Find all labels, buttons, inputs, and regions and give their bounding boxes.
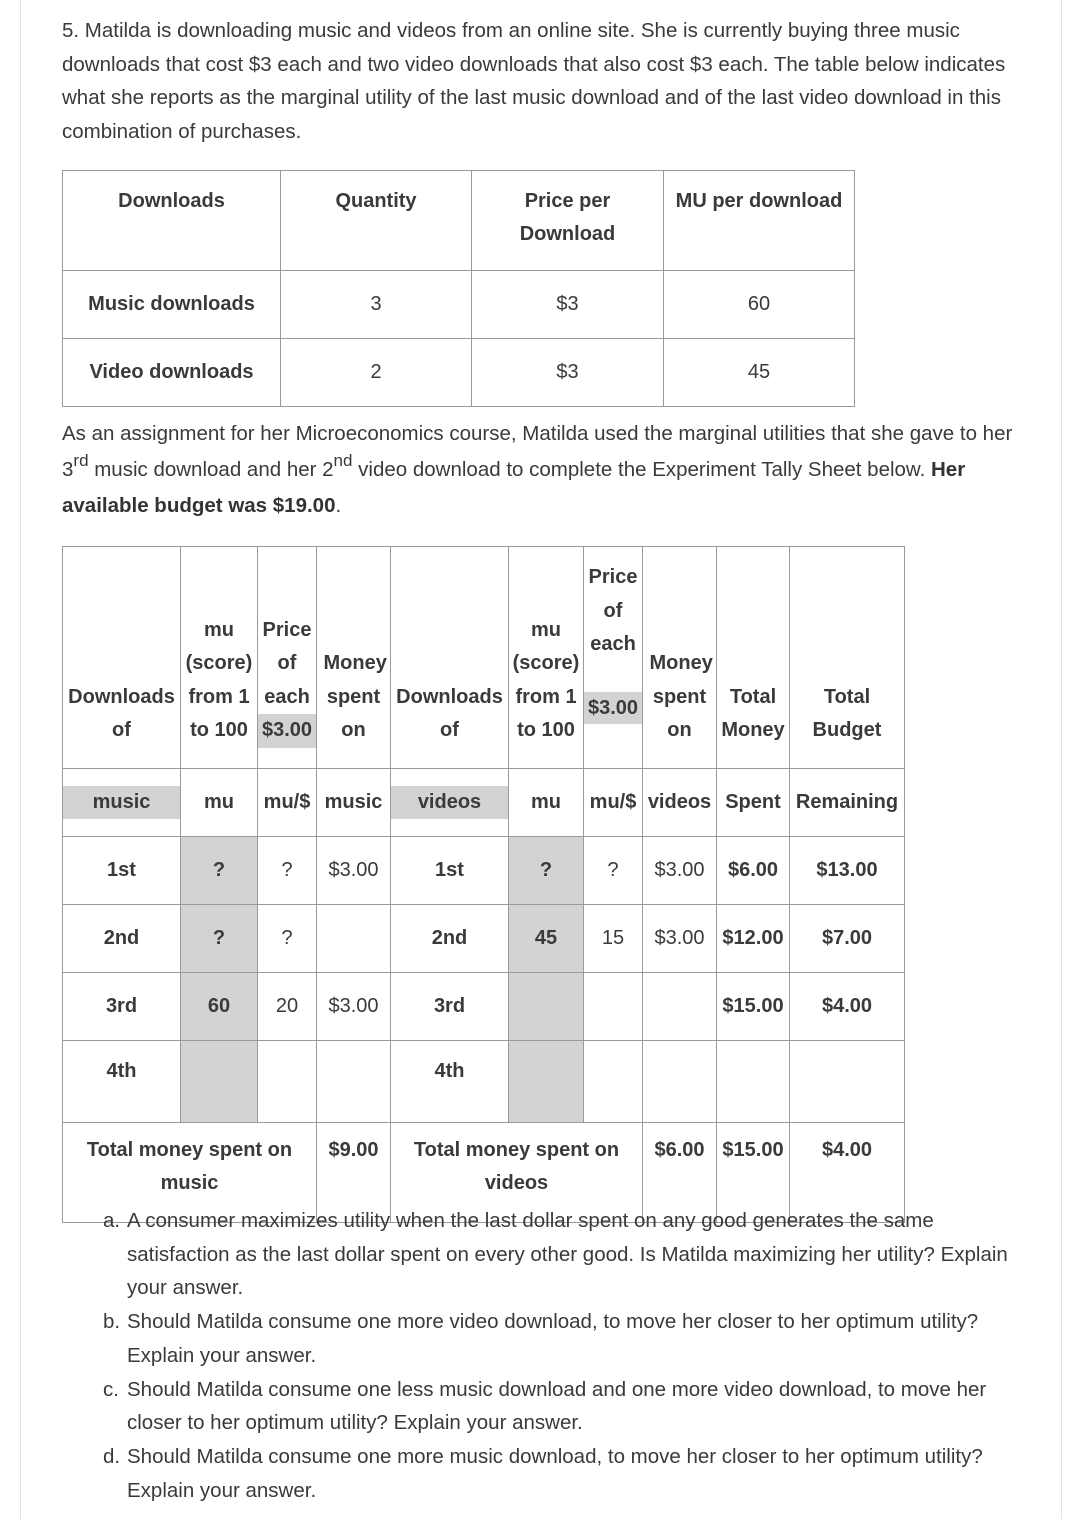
sub-spent: Spent — [717, 769, 790, 837]
question-text: A consumer maximizes utility when the last dollar spent on any good generates the same satisfaction as the last dollar spent on every other good. Is Matilda maximizing her utility? Explain your answer. — [127, 1209, 1008, 1300]
video-spent: $3.00 — [643, 905, 717, 973]
hdr-text: Money spent on — [323, 652, 387, 742]
total-spent: $6.00 — [717, 837, 790, 905]
mu-cell: 45 — [664, 339, 855, 407]
budget-remaining: $7.00 — [790, 905, 905, 973]
table-row — [63, 973, 905, 1041]
hdr-downloads-of-videos — [391, 547, 509, 769]
quantity-cell: 3 — [281, 271, 472, 339]
video-spent — [643, 973, 717, 1041]
question-text: Should Matilda consume one more music download, to move her closer to her optimum utility? Explain your answer. — [127, 1444, 983, 1502]
hdr-text: Price of each — [588, 566, 638, 656]
video-mu — [509, 973, 584, 1041]
sub-text: music — [62, 786, 181, 819]
mu-summary-table — [62, 170, 855, 407]
hdr-money-music — [317, 547, 391, 769]
total-music-value: $9.00 — [317, 1123, 391, 1223]
video-spent — [643, 1041, 717, 1123]
budget-remaining: $13.00 — [790, 837, 905, 905]
total-spent: $15.00 — [717, 973, 790, 1041]
hdr-text: Downloads of — [68, 685, 175, 742]
question-text: Should Matilda consume one more video download, to move her closer to her optimum utility? Explain your answer. — [127, 1310, 979, 1367]
music-spent: $3.00 — [317, 837, 391, 905]
video-mu-per-dollar: ? — [584, 837, 643, 905]
header-downloads: Downloads — [63, 171, 281, 271]
video-ordinal: 2nd — [391, 905, 509, 973]
music-mu-per-dollar — [258, 1041, 317, 1123]
total-spent — [717, 1041, 790, 1123]
quantity-cell: 2 — [281, 339, 472, 407]
question-marker: b. — [103, 1310, 121, 1334]
table-row — [63, 905, 905, 973]
hdr-downloads-of-music — [63, 547, 181, 769]
sub-mu: mu — [509, 769, 584, 837]
music-mu — [181, 1041, 258, 1123]
superscript: rd — [73, 451, 89, 471]
music-spent — [317, 1041, 391, 1123]
header-price-text: Price per Download — [519, 190, 616, 245]
total-label-text: Total money spent on music — [86, 1139, 293, 1194]
hdr-total-money — [717, 547, 790, 769]
sub-music-spent: music — [317, 769, 391, 837]
hdr-text: Total Money — [721, 685, 785, 742]
problem-intro: 5. Matilda is downloading music and videos from an online site. She is currently buying three music downloads that cost $3 each and two video downloads that also cost $3 each. The table below indicates what she reports as the marginal utility of the last music download and of the last video download in this combination of purchases. — [62, 19, 1006, 144]
video-ordinal: 4th — [391, 1041, 509, 1123]
hdr-text: Total Budget — [812, 685, 882, 742]
video-mu: ? — [509, 837, 584, 905]
video-mu-per-dollar — [584, 973, 643, 1041]
question-text: Should Matilda consume one less music download and one more video download, to move her closer to her optimum utility? Explain your answer. — [127, 1377, 987, 1435]
hdr-mu-music — [181, 547, 258, 769]
para-text: As an assignment for her Microeconomics course, Matilda used the marginal utilities that she gave to her 3 — [62, 422, 1013, 481]
sub-mu-per-dollar: mu/$ — [258, 769, 317, 837]
price-cell: $3 — [472, 339, 664, 407]
total-remaining-value: $4.00 — [790, 1123, 905, 1223]
para-text: . — [335, 494, 342, 517]
budget-remaining: $4.00 — [790, 973, 905, 1041]
experiment-tally-sheet — [62, 546, 905, 1223]
table-row — [63, 837, 905, 905]
music-mu-per-dollar: 20 — [258, 973, 317, 1041]
list-item — [103, 1373, 1033, 1440]
sub-text: videos — [390, 786, 509, 819]
table-row — [63, 1041, 905, 1123]
sub-music — [63, 769, 181, 837]
music-ordinal: 2nd — [63, 905, 181, 973]
subheader-row — [63, 769, 905, 837]
question-marker: c. — [103, 1377, 119, 1401]
list-item — [103, 1305, 1033, 1372]
total-money-value: $15.00 — [717, 1123, 790, 1223]
price-cell: $3 — [472, 271, 664, 339]
music-ordinal: 1st — [63, 837, 181, 905]
question-marker: a. — [103, 1209, 121, 1232]
hdr-price-music — [258, 547, 317, 769]
question-list — [103, 1204, 1033, 1507]
hdr-mu-videos — [509, 547, 584, 769]
header-price — [472, 171, 664, 271]
video-mu-per-dollar — [584, 1041, 643, 1123]
row-label: Music downloads — [63, 271, 281, 339]
list-item — [103, 1204, 1033, 1305]
sub-remaining: Remaining — [790, 769, 905, 837]
assignment-paragraph — [62, 416, 1022, 524]
list-item — [103, 1440, 1033, 1507]
video-mu: 45 — [509, 905, 584, 973]
hdr-text: Money spent on — [649, 652, 713, 742]
hdr-price-videos — [584, 547, 643, 769]
sub-mu-per-dollar: mu/$ — [584, 769, 643, 837]
header-row — [63, 547, 905, 769]
music-mu-per-dollar: ? — [258, 837, 317, 905]
video-ordinal: 1st — [391, 837, 509, 905]
hdr-text: Downloads of — [396, 685, 503, 742]
music-spent — [317, 905, 391, 973]
music-mu: ? — [181, 905, 258, 973]
para-text: music download and her 2 — [88, 458, 334, 481]
header-mu: MU per download — [664, 171, 855, 271]
header-quantity: Quantity — [281, 171, 472, 271]
video-mu-per-dollar: 15 — [584, 905, 643, 973]
question-marker: d. — [103, 1444, 121, 1468]
budget-bold: Her available budget was $19.00 — [62, 458, 966, 517]
music-ordinal: 4th — [63, 1041, 181, 1123]
hdr-price-value: $3.00 — [258, 714, 316, 748]
total-spent: $12.00 — [717, 905, 790, 973]
superscript: nd — [333, 451, 353, 471]
row-label: Video downloads — [63, 339, 281, 407]
table-row — [63, 271, 855, 339]
hdr-total-budget — [790, 547, 905, 769]
budget-remaining — [790, 1041, 905, 1123]
hdr-money-videos — [643, 547, 717, 769]
hdr-text: mu (score) from 1 to 100 — [512, 618, 580, 742]
sub-mu: mu — [181, 769, 258, 837]
total-label-text: Total money spent on videos — [413, 1139, 620, 1194]
hdr-text: mu (score) from 1 to 100 — [185, 618, 253, 742]
sub-videos-spent: videos — [643, 769, 717, 837]
video-mu — [509, 1041, 584, 1123]
total-videos-value: $6.00 — [643, 1123, 717, 1223]
music-spent: $3.00 — [317, 973, 391, 1041]
table-row — [63, 339, 855, 407]
music-mu-per-dollar: ? — [258, 905, 317, 973]
video-spent: $3.00 — [643, 837, 717, 905]
para-text: video download to complete the Experiment Tally Sheet below. — [352, 458, 931, 481]
music-ordinal: 3rd — [63, 973, 181, 1041]
mu-cell: 60 — [664, 271, 855, 339]
music-mu: ? — [181, 837, 258, 905]
hdr-price-videos-value: $3.00 — [584, 692, 642, 724]
hdr-text: Price of each — [262, 618, 312, 708]
video-ordinal: 3rd — [391, 973, 509, 1041]
sub-videos — [391, 769, 509, 837]
music-mu: 60 — [181, 973, 258, 1041]
